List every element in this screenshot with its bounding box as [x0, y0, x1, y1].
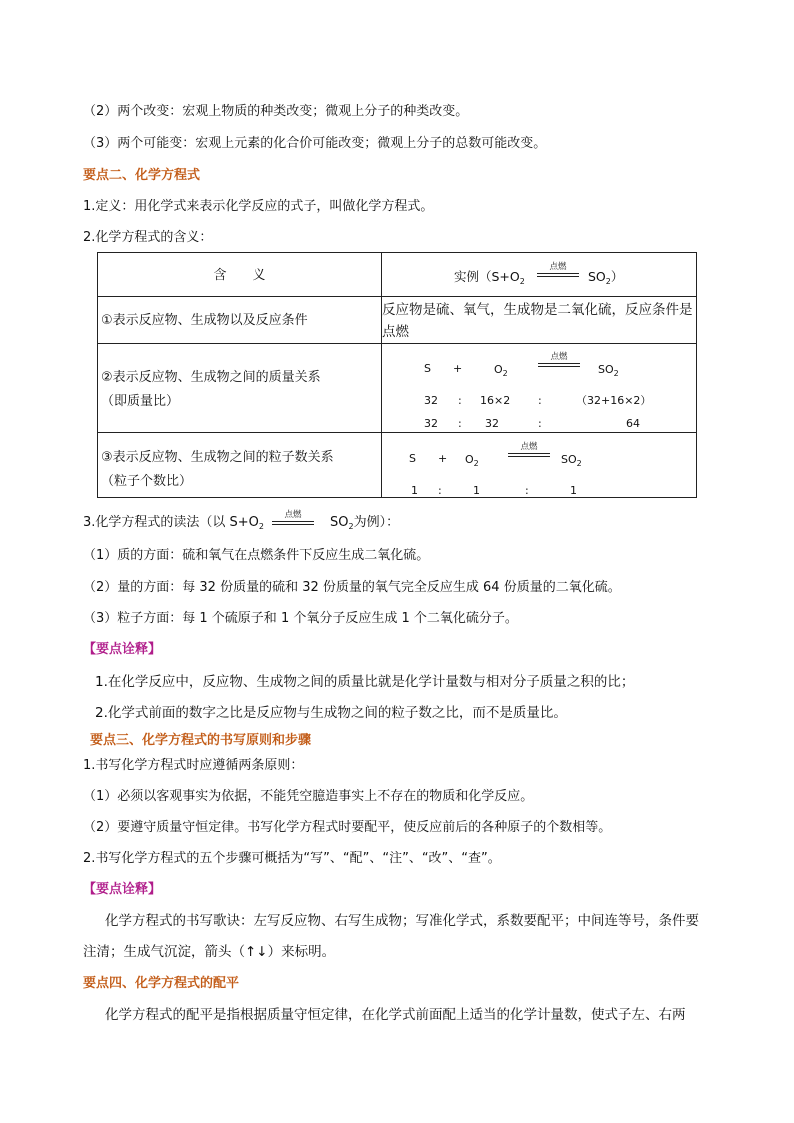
row2-s: S	[424, 362, 431, 375]
section4-text	[83, 1000, 708, 1031]
section3-p4: 2.书写化学方程式的五个步骤可概括为“写”、“配”、“注”、“改”、“查”。	[83, 851, 501, 866]
section3-heading: 要点三、化学方程式的书写原则和步骤	[90, 733, 312, 748]
section3-p3: （2）要遵守质量守恒定律。书写化学方程式时要配平，使反应前后的各种原子的个数相等。	[83, 820, 612, 835]
row2-o2-formula: O	[494, 363, 503, 376]
row3-count-colon1: :	[438, 484, 442, 497]
row3-o2	[465, 453, 479, 467]
section3-p1: 1.书写化学方程式时应遵循两条原则：	[83, 758, 304, 773]
row1-meaning: ①表示反应物、生成物以及反应条件	[101, 313, 308, 328]
row2-mass2-colon1: :	[458, 417, 462, 430]
row3-plus: +	[438, 452, 448, 465]
row2-reaction-arrow	[538, 353, 580, 367]
row2-so2	[598, 363, 619, 377]
header-close-paren: ）	[610, 269, 624, 284]
reading-title-suffix	[330, 515, 399, 531]
row3-reaction-arrow	[508, 443, 550, 457]
header-o2-subscript: 2	[519, 277, 525, 286]
row3-count-so2: 1	[570, 484, 577, 497]
row3-o2-subscript: 2	[473, 459, 479, 468]
meaning-table	[97, 252, 697, 498]
row3-o2-formula: O	[465, 453, 474, 466]
note2-text-body: 化学方程式的书写歌诀：左写反应物、右写生成物；写准化学式，系数要配平；中间连等号，条件要注清；生成气沉淀，箭头（↑↓）来标明。	[83, 913, 699, 960]
reading-item-3: （3）粒子方面：每 1 个硫原子和 1 个氧分子反应生成 1 个二氧化硫分子。	[83, 611, 518, 626]
table-column-divider	[381, 253, 382, 497]
reading-title-o2-subscript: 2	[258, 522, 265, 531]
reading-item-1: （1）质的方面：硫和氧气在点燃条件下反应生成二氧化硫。	[83, 548, 430, 563]
row2-meaning-line1: ②表示反应物、生成物之间的质量关系	[101, 370, 321, 385]
row2-o2-subscript: 2	[502, 369, 508, 378]
header-so2-subscript: 2	[605, 277, 611, 286]
section4-text-body: 化学方程式的配平是指根据质量守恒定律，在化学式前面配上适当的化学计量数，使式子左、右两	[105, 1007, 686, 1023]
row2-condition-label: 点燃	[550, 352, 568, 362]
row2-mass2-colon2: :	[538, 417, 542, 430]
table-header-example	[454, 266, 525, 288]
header-reaction-arrow	[537, 263, 579, 277]
header-so2-formula: SO	[588, 269, 606, 284]
note1-label: 【要点诠释】	[83, 642, 162, 657]
row2-o2	[494, 363, 508, 377]
row3-count-colon2: :	[525, 484, 529, 497]
row3-s: S	[409, 452, 416, 465]
table-row-divider	[98, 432, 696, 433]
reading-title	[83, 515, 264, 531]
row2-mass1-o2: 16×2	[480, 394, 511, 407]
section4-heading: 要点四、化学方程式的配平	[83, 976, 240, 991]
row3-so2-subscript: 2	[576, 459, 582, 468]
reading-title-end: 为例）：	[353, 515, 400, 530]
row2-mass2-so2: 64	[626, 417, 640, 430]
section2-heading: 要点二、化学方程式	[83, 168, 201, 183]
definition-line: 1.定义：用化学式来表示化学反应的式子，叫做化学方程式。	[83, 199, 434, 214]
row3-meaning-line1: ③表示反应物、生成物之间的粒子数关系	[101, 450, 334, 465]
note1-item-1: 1.在化学反应中，反应物、生成物之间的质量比就是化学计量数与相对分子质量之积的比；	[95, 674, 635, 690]
row2-plus: +	[453, 362, 463, 375]
meaning-title: 2.化学方程式的含义：	[83, 230, 213, 245]
row3-count-s: 1	[411, 484, 418, 497]
row2-mass1-so2: （32+16×2）	[576, 394, 652, 407]
row3-so2-formula: SO	[561, 453, 577, 466]
row3-meaning-line2: （粒子个数比）	[101, 474, 193, 489]
reading-so2-subscript: 2	[348, 522, 354, 531]
row3-count-o2: 1	[473, 484, 480, 497]
reading-item-2: （2）量的方面：每 32 份质量的硫和 32 份质量的氧气完全反应生成 64 份质量的二氧化硫。	[83, 580, 621, 595]
row2-meaning-line2: （即质量比）	[101, 394, 180, 409]
row2-so2-subscript: 2	[613, 369, 619, 378]
reading-reaction-arrow	[272, 511, 314, 525]
section3-p2: （1）必须以客观事实为依据，不能凭空臆造事实上不存在的物质和化学反应。	[83, 789, 534, 804]
row2-mass1-s: 32	[424, 394, 438, 407]
row2-mass1-colon2: :	[538, 394, 542, 407]
reading-title-prefix: 3.化学方程式的读法（以 S+O	[83, 515, 259, 530]
table-header-meaning: 含 义	[213, 268, 266, 283]
intro-line-3: （3）两个可能变：宏观上元素的化合价可能改变；微观上分子的总数可能改变。	[83, 136, 547, 151]
reading-condition-label: 点燃	[284, 510, 302, 520]
row2-mass1-colon1: :	[458, 394, 462, 407]
table-row-divider	[98, 343, 696, 344]
condition-label: 点燃	[549, 262, 567, 272]
row3-condition-label: 点燃	[520, 442, 538, 452]
header-so2	[588, 266, 623, 288]
row2-mass2-s: 32	[424, 417, 438, 430]
note2-text	[83, 906, 708, 968]
row1-example: 反应物是硫、氧气，生成物是二氧化硫，反应条件是点燃	[382, 302, 693, 340]
row3-so2	[561, 453, 582, 467]
header-example-prefix: 实例（S+O	[454, 269, 520, 284]
row2-so2-formula: SO	[598, 363, 614, 376]
intro-line-2: （2）两个改变：宏观上物质的种类改变；微观上分子的种类改变。	[83, 104, 469, 119]
note1-item-2: 2.化学式前面的数字之比是反应物与生成物之间的粒子数之比，而不是质量比。	[95, 705, 567, 721]
reading-so2-formula: SO	[330, 515, 349, 530]
row2-mass2-o2: 32	[485, 417, 499, 430]
table-row-divider	[98, 296, 696, 297]
note2-label: 【要点诠释】	[83, 882, 162, 897]
